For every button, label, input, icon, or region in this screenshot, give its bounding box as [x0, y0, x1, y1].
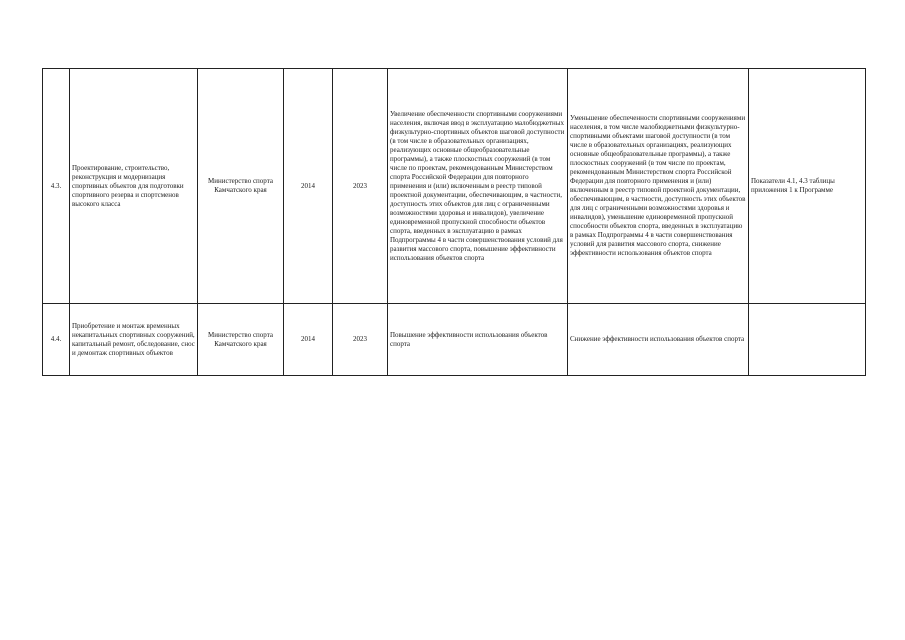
responsible-executor: Министерство спорта Камчатского края — [198, 69, 284, 304]
start-year: 2014 — [284, 69, 333, 304]
measure-name: Приобретение и монтаж временных некапитальных спортивных сооружений, капитальный ремонт, обследование, снос и демонтаж спортивных объектов — [70, 304, 198, 376]
end-year: 2023 — [333, 304, 388, 376]
expected-result: Увеличение обеспеченности спортивными сооружениями населения, включая ввод в эксплуатацию малобюджетных физкультурно-спортивных объектов шаговой доступности (в том числе в образовательных организациях, реализующих основные общеобразовательные программы), а также плоскостных сооружений (в том числе по проектам, рекомендованным Министерством спорта Российской Федерации для повторного применения и (или) включенным в реестр типовой проектной документации, обеспечивающим, в частности, доступность этих объектов для лиц с ограниченными возможностями здоровья и инвалидов), увеличение единовременной пропускной способности объектов спорта, введенных в эксплуатацию в рамках Подпрограммы 4 в части совершенствования условий для развития массового спорта, повышение эффективности использования объектов спорта — [388, 69, 568, 304]
related-indicators — [749, 304, 866, 376]
responsible-executor: Министерство спорта Камчатского края — [198, 304, 284, 376]
expected-result: Повышение эффективности использования объектов спорта — [388, 304, 568, 376]
measure-name: Проектирование, строительство, реконструкция и модернизация спортивных объектов для подготовки спортивного резерва и спортсменов высокого класса — [70, 69, 198, 304]
end-year: 2023 — [333, 69, 388, 304]
non-implementation-consequence: Уменьшение обеспеченности спортивными сооружениями населения, в том числе малобюджетными физкультурно-спортивными объектами шаговой доступности (в том числе в образовательных организациях, реализующих основные общеобразовательные программы), а также плоскостных сооружений (в том числе по проектам, рекомендованным Министерством спорта Российской Федерации для повторного применения и (или) включенным в реестр типовой проектной документации, обеспечивающим, в частности, доступность этих объектов для лиц с ограниченными возможностями здоровья и инвалидов), уменьшение единовременной пропускной способности объектов спорта, введенных в эксплуатацию в рамках Подпрограммы 4 в части совершенствования условий для развития массового спорта, снижение эффективности использования объектов спорта — [568, 69, 749, 304]
start-year: 2014 — [284, 304, 333, 376]
table-row — [43, 69, 866, 304]
table-row — [43, 304, 866, 376]
non-implementation-consequence: Снижение эффективности использования объектов спорта — [568, 304, 749, 376]
row-number: 4.4. — [43, 304, 70, 376]
row-number: 4.3. — [43, 69, 70, 304]
program-measures-table — [42, 68, 866, 376]
related-indicators: Показатели 4.1, 4.3 таблицы приложения 1 к Программе — [749, 69, 866, 304]
